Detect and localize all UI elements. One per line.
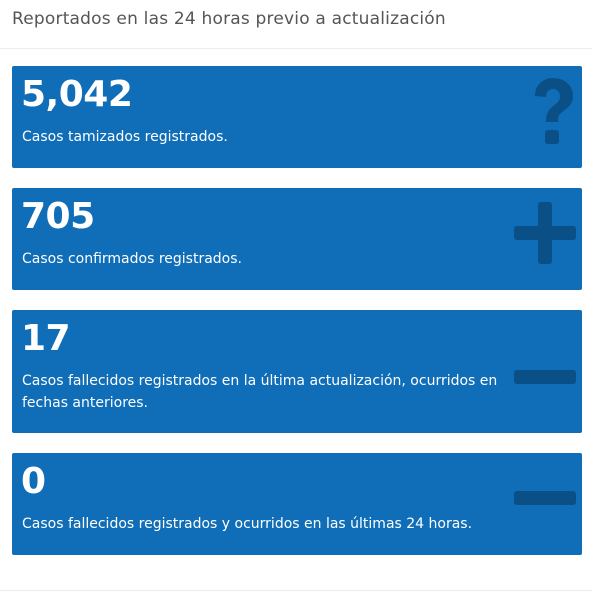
divider <box>0 590 592 591</box>
section-title: Reportados en las 24 horas previo a actualización <box>12 9 446 29</box>
stat-label: Casos fallecidos registrados y ocurridos en las últimas 24 horas. <box>22 516 473 532</box>
stat-value: 17 <box>21 318 71 359</box>
section-header <box>0 0 592 49</box>
stat-card-screened <box>12 66 582 168</box>
minus-icon <box>514 491 576 505</box>
stat-card-deaths-previous <box>12 310 582 433</box>
stat-card-confirmed <box>12 188 582 290</box>
stat-card-deaths-24h <box>12 453 582 555</box>
stat-value: 5,042 <box>21 74 133 115</box>
stat-label: Casos fallecidos registrados en la última actualización, ocurridos en fechas anteriores. <box>22 373 498 411</box>
stat-label: Casos tamizados registrados. <box>22 129 228 145</box>
stat-value: 0 <box>21 461 46 502</box>
stat-value: 705 <box>21 196 95 237</box>
stat-label: Casos confirmados registrados. <box>22 251 242 267</box>
